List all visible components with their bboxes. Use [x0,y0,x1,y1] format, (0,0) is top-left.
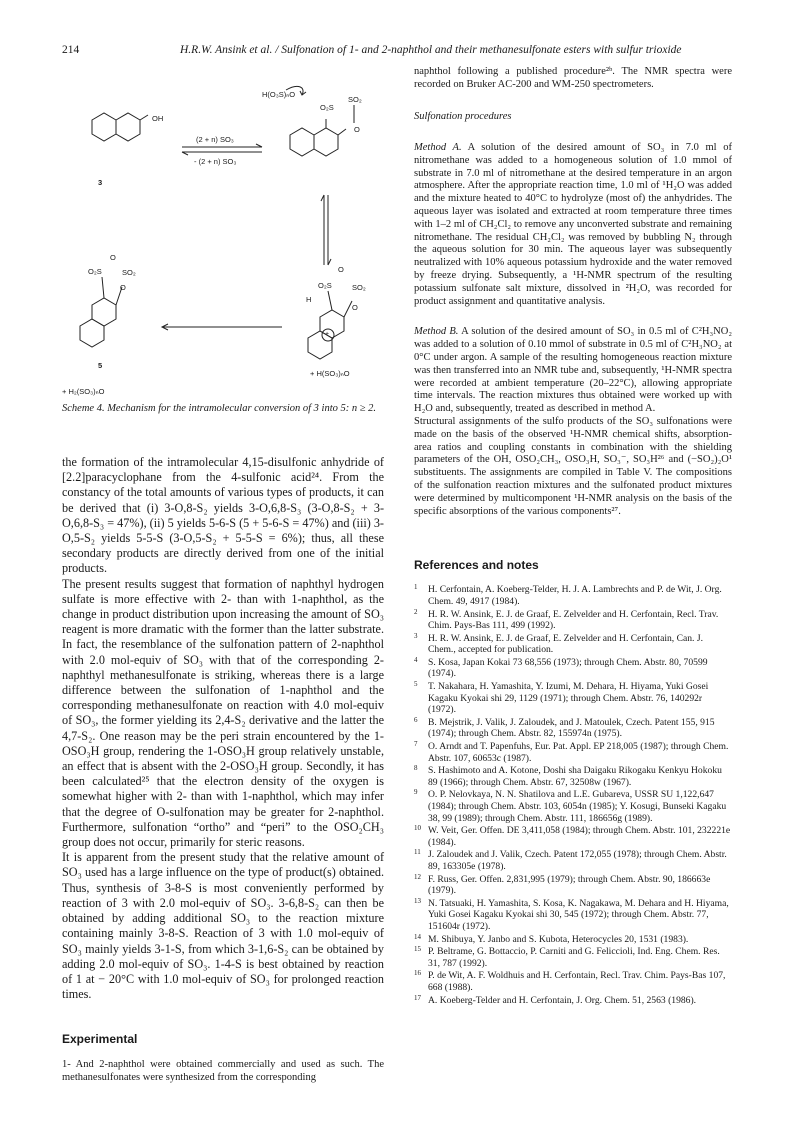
byproduct-left: + H₂(SO₃)ₙO [62,387,105,396]
page-number: 214 [62,44,80,56]
running-title: H.R.W. Ansink et al. / Sulfonation of 1- and 2-naphthol and their methanesulfonate esters with sulfur trioxide [180,44,682,56]
scheme-drawing [62,65,384,395]
reference-text: H. R. W. Ansink, E. J. de Graaf, E. Zelvelder and H. Cerfontain, Can. J. Chem., accepted for publication. [428,632,703,656]
reference-item [414,633,732,656]
vertical-arrows [321,195,331,265]
bottom-arrow [162,324,282,330]
reference-text: J. Zaloudek and J. Valik, Czech. Patent 172,055 (1978); through Chem. Abstr. 89, 163305e (1978). [428,849,727,872]
reference-item [414,717,732,740]
reference-text: O. Arndt and T. Papenfuhs, Eur. Pat. Appl. EP 218,005 (1987); through Chem. Abstr. 107, 60653c (1987). [428,741,729,764]
o-label-top: O [354,125,360,134]
o2s-label-5: O₂S [88,267,102,276]
paragraph: It is apparent from the present study that the relative amount of SO₃ used has a large influence on the type of product(s) obtained. Thus, synthesis of 3-8-S is most conveniently performed by reaction of 3 with 2.0 mol-equiv of SO₃. 3-6,8-S₂ can then be obtained by adding additional SO₃ to the reaction mixture containing mainly 3-8-S. Reaction of 3 with 1.0 mol-equiv of SO₃ mainly yields 3-1-S, from which 3-1,6-S₂ can be obtained by adding 2.0 mol-equiv of SO₃. 1-4-S is best obtained by reaction of 1 at − 20°C with 1.0 mol-equiv of SO₃ for prolonged reaction times. [62,850,384,1002]
reference-item [414,609,732,632]
method-a [414,142,732,308]
byproduct-right: + H(SO₃)ₙO [310,369,350,378]
reference-text: P. de Wit, A. F. Woldhuis and H. Cerfontain, Recl. Trav. Chim. Pays-Bas 107, 668 (1988). [428,970,726,993]
o-label-5: O [120,283,126,292]
reference-text: H. Cerfontain, A. Koeberg-Telder, H. J. A. Lambrechts and P. de Wit, J. Org. Chem. 49, 4917 (1984). [428,584,722,607]
reference-item [414,946,732,969]
reference-item [414,657,732,680]
naphthol-structure [92,113,148,141]
reference-number: 5 [414,680,418,689]
o-label-cation: O [352,303,358,312]
scheme-caption: Scheme 4. Mechanism for the intramolecular conversion of 3 into 5: n ≥ 2. [62,403,377,414]
reference-number: 1 [414,583,418,592]
compound-5-label: 5 [98,361,103,370]
method-a-text: A solution of the desired amount of SO₃ in 7.0 ml of nitromethane was added to a homogeneous solution of 1.0 mmol of substrate in 7.0 ml of nitromethane at the desired temperature in an argon atmosphere. After the appropriate reaction time, 1.0 ml of ¹H₂O was added and the mixture heated to 40°C to hydrolyze (most of) the anhydrides. The aqueous layer was isolated and extracted at room temperature three times with 1–2 ml of CH₂Cl₂ to remove any unconverted substrate and remaining nitromethane. The residual CH₂Cl₂ was removed by bubbling N₂ through the aqueous solution for 30 min. The aqueous layer was subsequently neutralized with 10% aqueous potassium hydroxide and the water removed by freeze drying. Subsequently, a ¹H-NMR spectrum of the resulting potassium sulfonate salt mixture, dissolved in ²H₂O, was recorded for product assignment and quantitative analysis. [414,142,732,307]
o-bridge-label-5: O [110,253,116,262]
reference-item [414,741,732,764]
reference-number: 4 [414,655,418,664]
reference-text: B. Mejstrik, J. Valik, J. Zaloudek, and J. Matoulek, Czech. Patent 155, 915 (1974); through Chem. Abstr. 82, 155974n (1975). [428,716,715,740]
compound-3-label: 3 [98,178,103,187]
references-list [414,584,732,1006]
reference-number: 6 [414,715,418,724]
structural-assignments: Structural assignments of the sulfo products of the SO₃ sulfonations were made on the basis of the observed ¹H-NMR chemical shifts, absorption-area ratios and coupling constants in combination with the shielding parameters of the OH, OSO₂CH₃, OSO₃H, SO₃⁻, SO₃H²⁶ and (−SO₂)₂O¹ substituents. The assignments are compiled in Table V. The compositions of the sulfonation reaction mixtures and the sulfonated product mixtures were determined by multicomponent ¹H-NMR analysis on the basis of the specific absorptions of the various components²⁷. [414,415,732,517]
reference-text: N. Tatsuaki, H. Yamashita, S. Kosa, K. Nagakawa, M. Dehara and H. Hiyama, Yuki Gosei Kagaku Kyokai shi 30, 545 (1972); through Chem. Abstr. 77, 151604r (1972). [428,897,729,932]
method-a-label: Method A. [414,142,462,153]
intermediate-top [286,86,354,156]
experimental-heading: Experimental [62,1032,138,1047]
reference-text: S. Kosa, Japan Kokai 73 68,556 (1973); through Chem. Abstr. 80, 70599 (1974). [428,656,708,680]
paragraph: the formation of the intramolecular 4,15-disulfonic anhydride of [2.2]paracyclophane from the 4-sulfonic acid²⁴. From the constancy of the total amounts of various types of products, it can be derived that (i) 3-O,8-S₂ yields 3-O,6,8-S₃ (3-O,8-S₂ + 3-O,6,8-S₃ = 47%), (ii) 5 yields 5-6-S (5 + 5-6-S = 47%) and (iii) 3-O,5-S₂ yields 5-5-S (3-O,5-S₂ + 5-5-S = 6%); thus, all these secondary products are directly derived from one of the initial products. [62,455,384,576]
anhydride-structure [80,277,122,347]
reference-text: H. R. W. Ansink, E. J. de Graaf, E. Zelvelder and H. Cerfontain, Recl. Trav. Chim. Pays-Bas 111, 499 (1992). [428,608,719,632]
reference-number: 12 [414,872,421,881]
so2-label-top: SO₂ [348,95,362,104]
reference-item [414,849,732,872]
reference-number: 2 [414,607,418,616]
top-reagent-label: H(O₃S)ₙO [262,90,296,99]
h-label: H [306,295,312,304]
reference-number: 11 [414,848,421,857]
reference-text: T. Nakahara, H. Yamashita, Y. Izumi, M. Dehara, H. Hiyama, Yuki Gosei Kagaku Kyokai shi 29, 1129 (1971); through Chem. Abstr. 76, 140292r (1972). [428,681,709,716]
reaction-scheme [62,65,384,395]
cation-structure [308,291,352,359]
references-heading: References and notes [414,558,539,573]
reference-number: 3 [414,631,418,640]
reference-text: P. Beltrame, G. Bottaccio, P. Carniti and G. Feliccioli, Ind. Eng. Chem. Res. 31, 787 (1992). [428,946,720,969]
reference-text: W. Veit, Ger. Offen. DE 3,411,058 (1984); through Chem. Abstr. 101, 232221e (1984). [428,825,731,848]
reference-number: 8 [414,764,418,773]
o-bridge-label-cation: O [338,265,344,274]
reference-text: S. Hashimoto and A. Kotone, Doshi sha Daigaku Rikogaku Kenkyu Hokoku 89 (1966); through Chem. Abstr. 67, 32508w (1967). [428,765,722,788]
sulfonation-subheading: Sulfonation procedures [414,111,512,122]
o2s-label-top: O₂S [320,103,334,112]
reference-item [414,874,732,897]
plus-charge: + [325,331,330,338]
reference-item [414,970,732,993]
experimental-text: 1- And 2-naphthol were obtained commercially and used as such. The methanesulfonates were synthesized from the corresponding [62,1059,384,1084]
reference-number: 16 [414,969,421,978]
reference-text: A. Koeberg-Telder and H. Cerfontain, J. Org. Chem. 51, 2563 (1986). [428,994,697,1006]
right-column [414,65,732,1007]
reference-text: F. Russ, Ger. Offen. 2,831,995 (1979); through Chem. Abstr. 90, 186663e (1979). [428,873,711,897]
right-intro: naphthol following a published procedure²ᵇ. The NMR spectra were recorded on Bruker AC-200 and WM-250 spectrometers. [414,66,732,90]
reference-item [414,995,732,1007]
paragraph: The present results suggest that formation of naphthyl hydrogen sulfate is more effective with 2- than with 1-naphthol, as the change in product distribution upon increasing the amount of SO₃ reagent is more dramatic with the former than the latter substrate. In fact, the resemblance of the sulfonation pattern of 2-naphthol with 2.0 mol-equiv of SO₃ with that of the corresponding 2-naphthyl methanesulfonate is striking, whereas there is a large difference between the sulfonation of 1-naphthol and the corresponding methanesulfonate on reaction with 4.0 mol-equiv of SO₃, the former yielding its 2,4-S₂ derivative and the latter the 4,7-S₂. One reason may be the peri strain encountered by the 1-OSO₃H group, rendering the 1-OSO₃H group relatively unstable, an effect that is absent with the 2-OSO₃H group. Secondly, it has been calculated²⁵ that the electron density of the oxygen is somewhat higher with 2- than with 1-naphthol, which may infer that the degree of O-sulfonation may be greater for 2-naphthol. Furthermore, sulfonation “ortho” and “peri” to the OSO₂CH₃ group does not occur, primarily for steric reasons. [62,576,384,850]
method-b-text: A solution of the desired amount of SO₃ in 0.5 ml of C²H₃NO₂ was added to a solution of 0.10 mmol of substrate in 0.5 ml of C²H₃NO₂ at 0°C under argon. A sample of the resulting homogeneous reaction mixture was then transferred into an NMR tube and, subsequently, ¹H-NMR spectra were recorded at ambient temperature (20–22°C), allowing appropriate time intervals. The reaction mixtures thus obtained were worked up with H₂O and, subsequently, treated as described in method A. [414,326,732,415]
oh-label: OH [152,114,164,123]
reverse-arrow-label: - (2 + n) SO₃ [194,157,237,166]
reference-number: 7 [414,740,418,749]
reference-number: 9 [414,788,418,797]
reference-number: 10 [414,824,421,833]
method-b-label: Method B. [414,326,459,338]
reference-text: O. P. Nelovkaya, N. N. Shatilova and L.E. Gubareva, USSR SU 1,122,647 (1984); through Chem. Abstr. 103, 6054n (1985); Y. Kosugi, Bunseki Kagaku 38, 99 (1989); through Chem. Abstr. 111, 186656g (1989). [428,789,727,824]
forward-arrow-label: (2 + n) SO₃ [196,135,234,144]
so2-label-cation: SO₂ [352,283,366,292]
reference-number: 15 [414,945,421,954]
reference-item [414,898,732,933]
reference-item [414,934,732,946]
reference-number: 14 [414,932,421,941]
reference-number: 13 [414,896,421,905]
reference-item [414,584,732,607]
reference-item [414,825,732,848]
reference-item [414,765,732,788]
left-column [62,65,384,1084]
reference-item [414,789,732,824]
reference-text: M. Shibuya, Y. Janbo and S. Kubota, Heterocycles 20, 1531 (1983). [428,933,689,945]
equilibrium-arrows [182,144,262,155]
so2-label-5: SO₂ [122,268,136,277]
reference-item [414,681,732,716]
o2s-label-cation: O₂S [318,281,332,290]
discussion-text [62,455,384,1002]
reference-number: 17 [414,993,421,1002]
method-b [414,326,732,416]
